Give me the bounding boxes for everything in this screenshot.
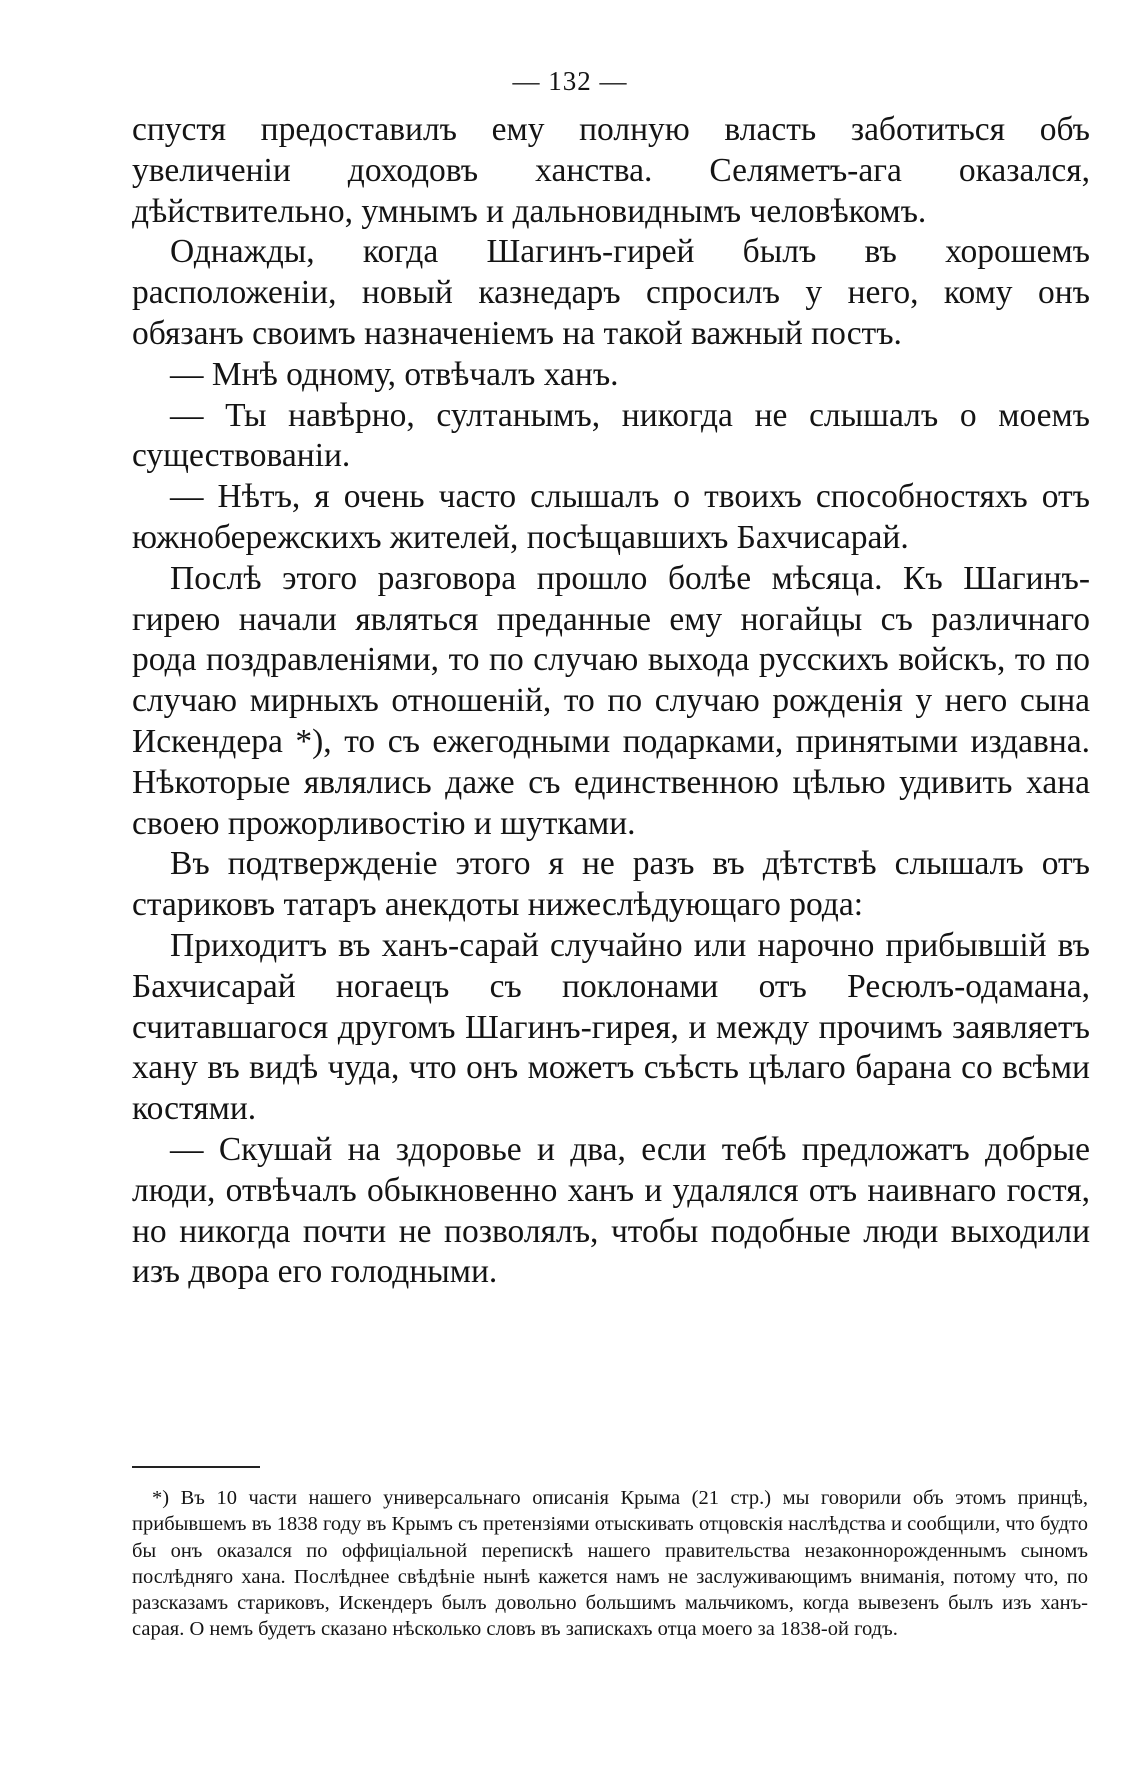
dialogue-line: — Скушай на здоровье и два, если тебѣ предложатъ добрые люди, отвѣчалъ обыкновенно ханъ и удалялся отъ наивнаго гостя, но никогда почти не позволялъ, чтобы подобные люди выходили изъ двора его голодными. [132,1130,1090,1291]
paragraph: Въ подтвержденiе этого я не разъ въ дѣтствѣ слышалъ отъ стариковъ татаръ анекдоты нижеслѣдующаго рода: [132,845,1090,924]
main-text [132,110,1090,1293]
page-number: — 132 — [512,66,628,96]
paragraph: Послѣ этого разговора прошло болѣе мѣсяца. Къ Шагинъ-гирею начали являться преданные ему ногайцы съ различнаго рода поздравленiями, то по случаю выхода русскихъ войскъ, то по случаю мирныхъ отношенiй, то по случаю рожденiя у него сына Искендера *), то съ ежегодными подарками, принятыми издавна. Нѣкоторые являлись даже съ единственною цѣлью удивить хана своею прожорливостiю и шутками. [132,559,1090,842]
paragraph: спустя предоставилъ ему полную власть заботиться объ увеличенiи доходовъ ханства. Селяметъ-ага оказался, дѣйствительно, умнымъ и дальновиднымъ человѣкомъ. [132,111,1090,230]
footnote: *) Въ 10 части нашего универсальнаго описанiя Крыма (21 стр.) мы говорили объ этомъ принцѣ, прибывшемъ въ 1838 году въ Крымъ съ претензiями отыскивать отцовскiя наслѣдства и сообщили, что будто бы онъ оказался по оффицiальной перепискѣ нашего правительства незаконнорожденнымъ сыномъ послѣдняго хана. Послѣднее свѣдѣнiе нынѣ кажется намъ не заслуживающимъ вниманiя, потому что, по разсказамъ стариковъ, Искендеръ былъ довольно большимъ мальчикомъ, когда вывезенъ былъ изъ ханъ-сарая. О немъ будетъ сказано нѣсколько словъ въ запискахъ отца моего за 1838-ой годъ. [132,1487,1088,1641]
dialogue-line: — Мнѣ одному, отвѣчалъ ханъ. [170,355,619,393]
footnote-divider [132,1466,260,1468]
dialogue-line: — Ты навѣрно, султанымъ, никогда не слышалъ о моемъ существованiи. [132,396,1090,475]
dialogue-line: — Нѣтъ, я очень часто слышалъ о твоихъ способностяхъ отъ южнобережскихъ жителей, посѣщавшихъ Бахчисарай. [132,478,1090,556]
paragraph: Приходитъ въ ханъ-сарай случайно или нарочно прибывшiй въ Бахчисарай ногаецъ съ поклонами отъ Ресюлъ-одамана, считавшагося другомъ Шагинъ-гирея, и между прочимъ заявляетъ хану въ видѣ чуда, что онъ можетъ съѣсть цѣлаго барана со всѣми костями. [132,926,1090,1128]
paragraph: Однажды, когда Шагинъ-гирей былъ въ хорошемъ расположенiи, новый казнедаръ спросилъ у него, кому онъ обязанъ своимъ назначенiемъ на такой важный постъ. [132,233,1090,352]
